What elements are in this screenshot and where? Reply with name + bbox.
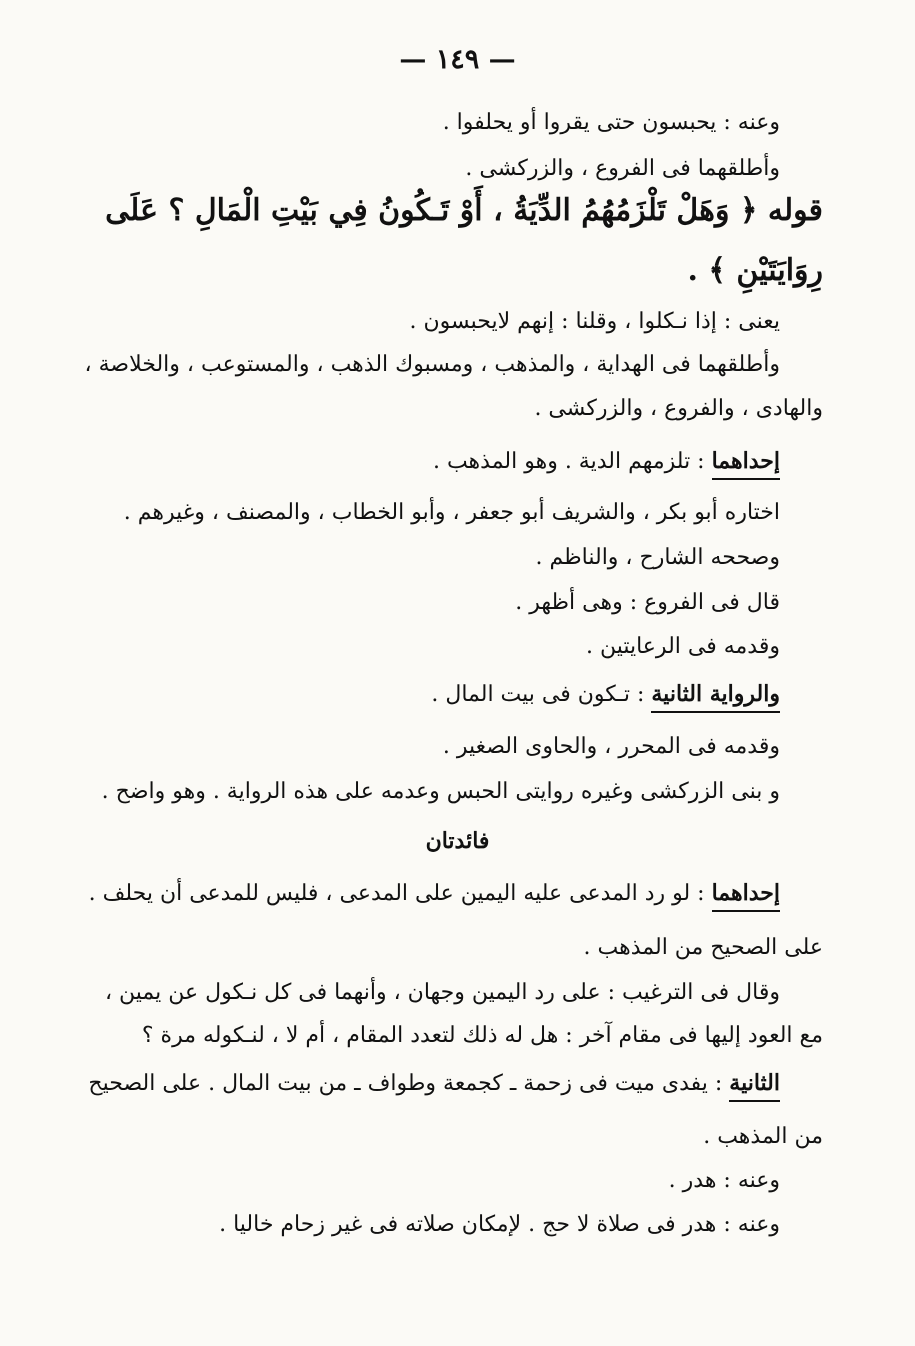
section-heading: فائدتان [425, 828, 490, 854]
text-line [433, 448, 780, 475]
text-line: وعنه : هدر فى صلاة لا حج . لإمكان صلاته فى غير زحام خاليا . [219, 1212, 780, 1237]
text-line: من المذهب . [703, 1124, 823, 1149]
text-line [89, 880, 780, 907]
text-line: وأطلقهما فى الفروع ، والزركشى . [465, 156, 780, 181]
line-rest: : تـكون فى بيت المال . [431, 682, 652, 707]
text-line: قال فى الفروع : وهى أظهر . [515, 590, 780, 615]
text-line: وقدمه فى المحرر ، والحاوى الصغير . [442, 734, 780, 759]
line-rest: : لو رد المدعى عليه اليمين على المدعى ، فليس للمدعى أن يحلف . [88, 881, 712, 906]
text-line: وأطلقهما فى الهداية ، والمذهب ، ومسبوك الذهب ، والمستوعب ، والخلاصة ، [84, 352, 780, 377]
text-line: وعنه : هدر . [668, 1168, 780, 1193]
text-line [88, 1070, 780, 1097]
keyword-first: إحداهما [712, 880, 780, 912]
quoted-heading-line: رِوَايَتَيْنِ ﴾ . [687, 253, 823, 288]
text-line: والهادى ، والفروع ، والزركشى . [534, 396, 823, 421]
text-line: وعنه : يحبسون حتى يقروا أو يحلفوا . [442, 110, 780, 135]
page-number: — ١٤٩ — [399, 44, 516, 75]
keyword-second: الثانية [729, 1070, 780, 1102]
keyword-second-narration: والرواية الثانية [651, 681, 780, 713]
text-line: وقدمه فى الرعايتين . [585, 634, 780, 659]
text-line: وصححه الشارح ، والناظم . [535, 545, 780, 570]
text-line: وقال فى الترغيب : على رد اليمين وجهان ، وأنهما فى كل نـكول عن يمين ، [104, 980, 780, 1005]
line-rest: : تلزمهم الدية . وهو المذهب . [432, 449, 712, 474]
text-line: على الصحيح من المذهب . [583, 935, 823, 960]
text-line: اختاره أبو بكر ، والشريف أبو جعفر ، وأبو الخطاب ، والمصنف ، وغيرهم . [123, 500, 780, 525]
line-rest: : يفدى ميت فى زحمة ـ كجمعة وطواف ـ من بيت المال . على الصحيح [88, 1071, 730, 1096]
text-line: و بنى الزركشى وغيره روايتى الحبس وعدمه على هذه الرواية . وهو واضح . [101, 779, 780, 804]
text-line [431, 681, 780, 708]
text-line: مع العود إليها فى مقام آخر : هل له ذلك لتعدد المقام ، أم لا ، لنـكوله مرة ؟ [141, 1023, 823, 1048]
keyword-first: إحداهما [712, 448, 780, 480]
text-line: يعنى : إذا نـكلوا ، وقلنا : إنهم لايحبسون . [409, 309, 780, 334]
quoted-heading-line: قوله ﴿ وَهَلْ تَلْزَمُهُمُ الدِّيَةُ ، أَوْ تَـكُونُ فِي بَيْتِ الْمَالِ ؟ عَلَى [105, 193, 823, 228]
